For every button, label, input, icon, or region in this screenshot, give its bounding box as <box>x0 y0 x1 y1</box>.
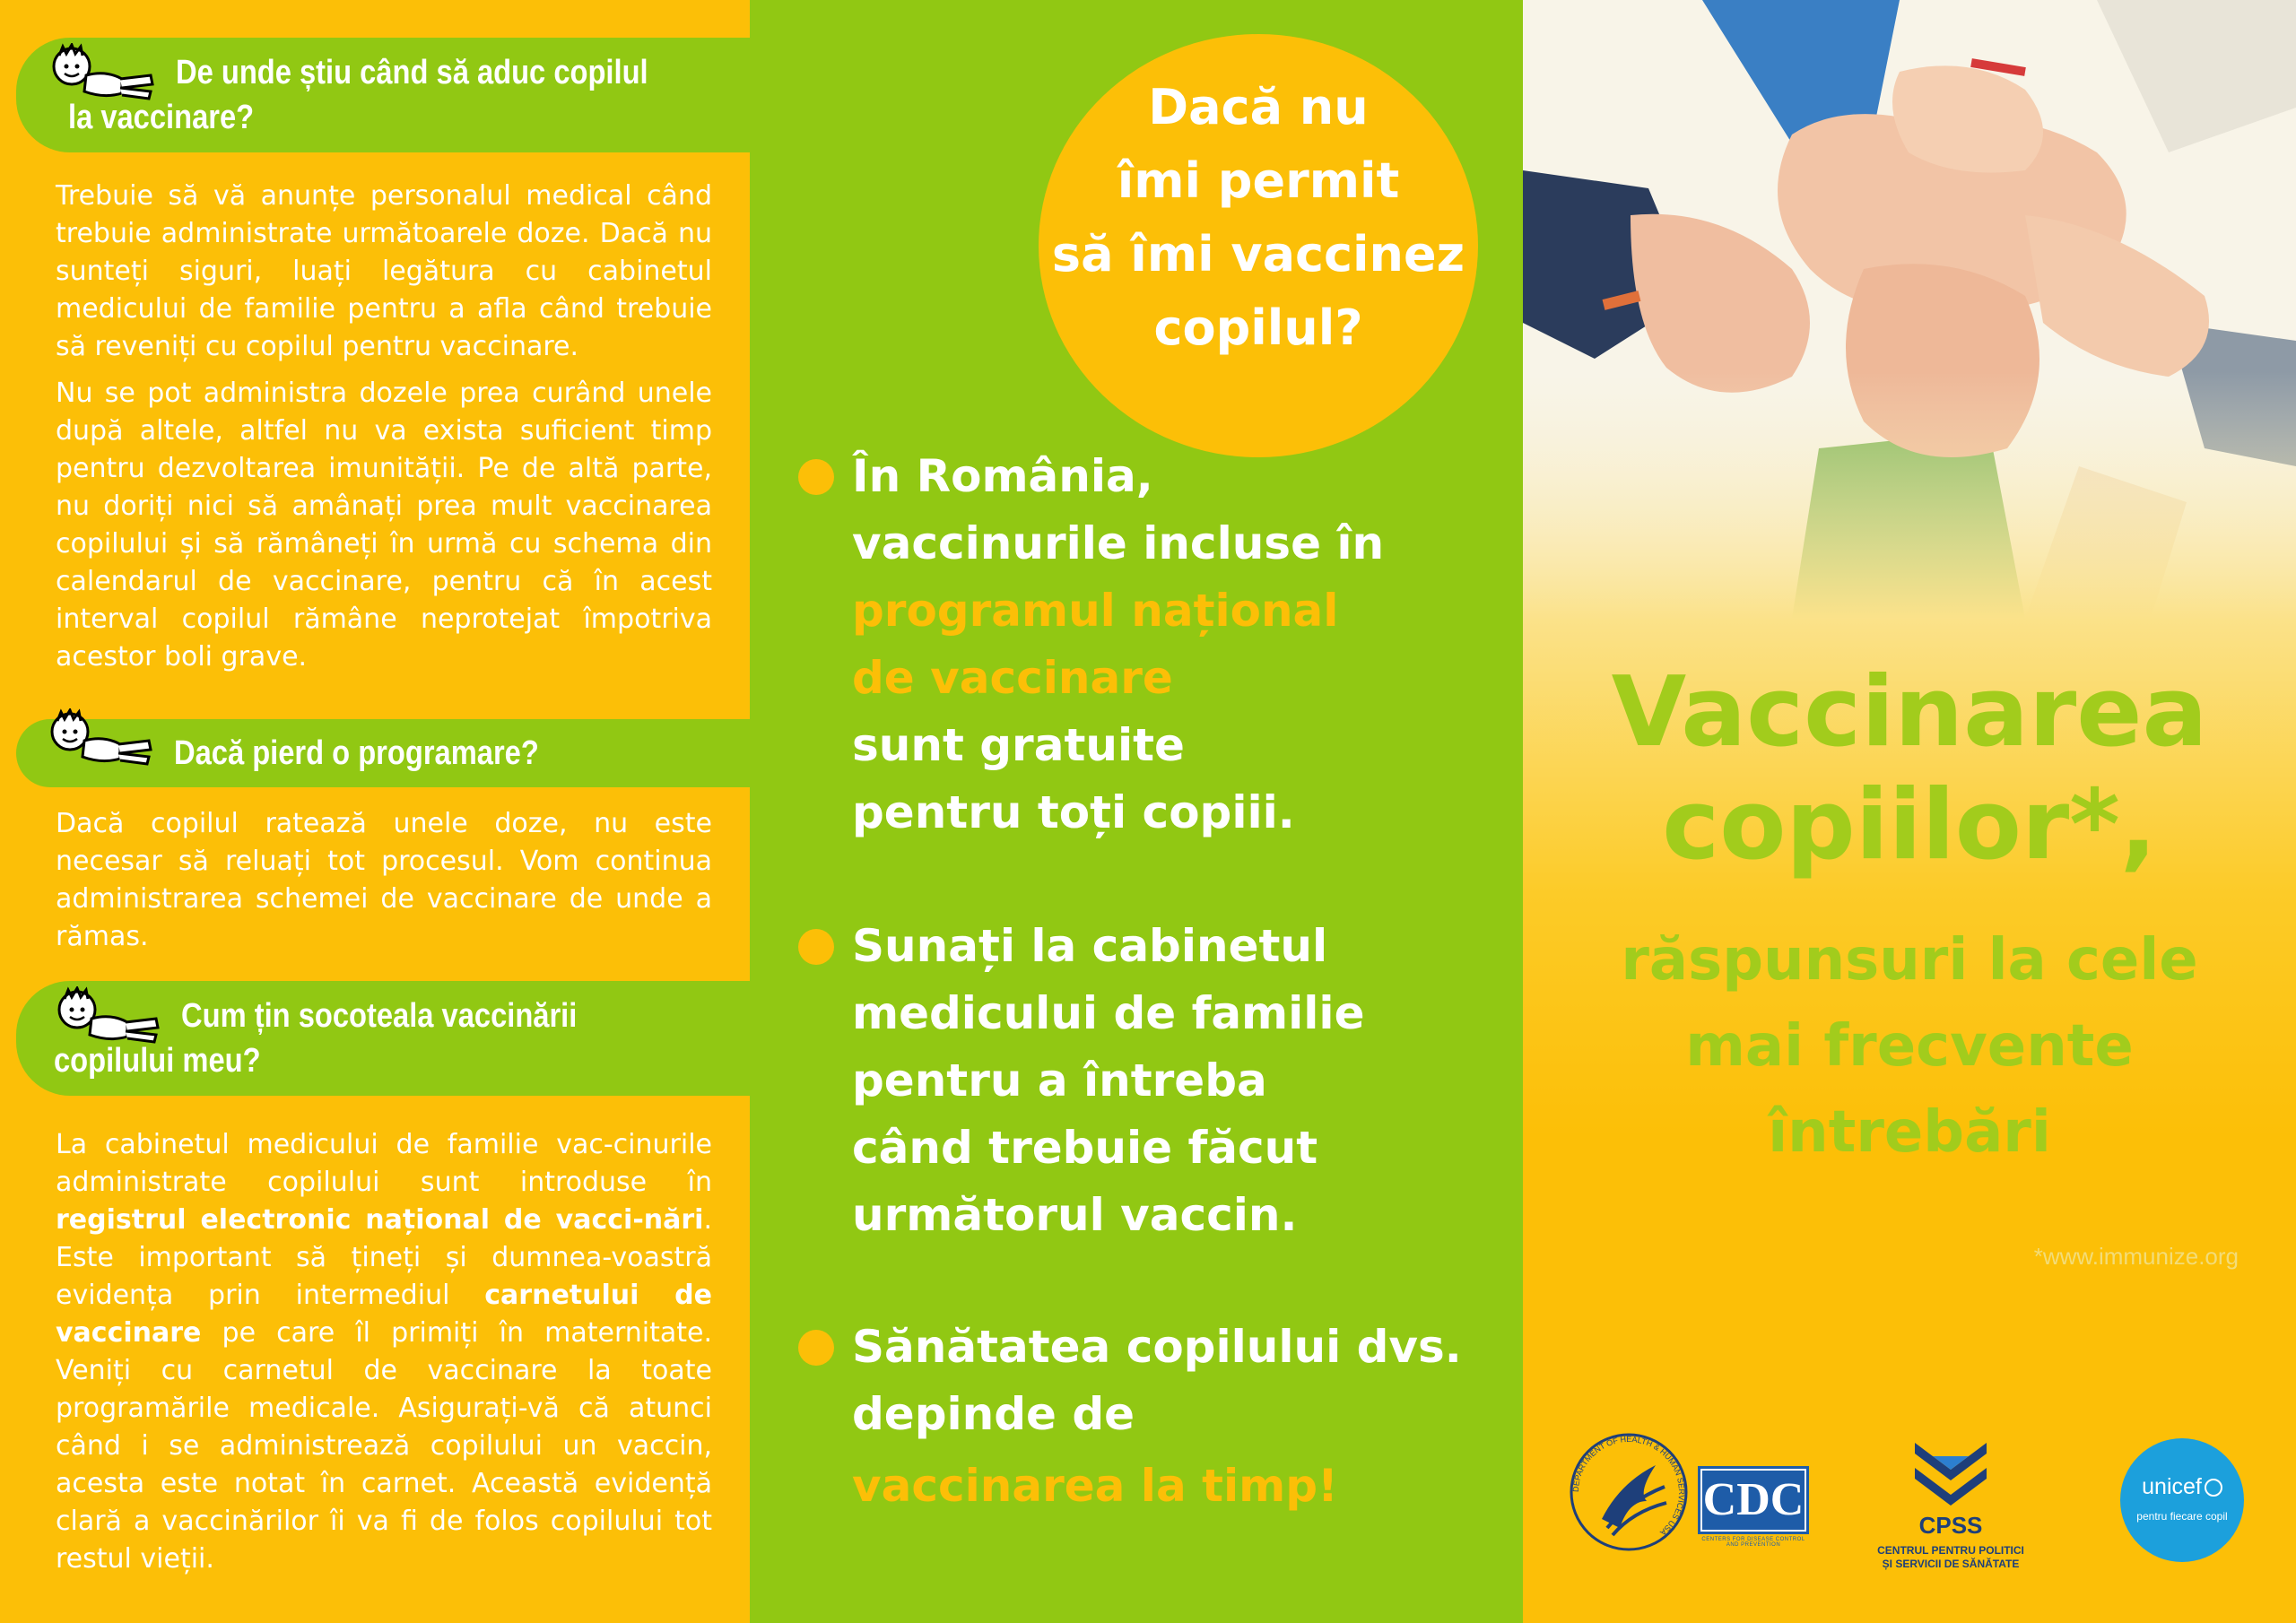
bullet-3-line-2: depinde de <box>852 1388 1135 1440</box>
bullet-2-line-4: când trebuie făcut <box>852 1122 1318 1174</box>
stacked-hands-photo <box>1523 0 2296 619</box>
answer-3-text-e: pe care îl primiți în maternitate. Veniți cu carnetul de vaccinare la toate programările medicale. Asigurați-vă că atunci când i se administrează copilului un vaccin, acesta este notat în carnet. Această evidență clară a vaccinărilor îi va fi de folos copilului tot restul vieții. <box>56 1317 712 1575</box>
cpss-logo <box>1874 1438 2027 1571</box>
bullet-2-line-2: medicului de familie <box>852 987 1365 1039</box>
question-2-line-1: Dacă pierd o programare? <box>174 734 539 772</box>
bubble-line-2: îmi permit <box>1117 152 1400 209</box>
child-icon <box>50 708 158 771</box>
answer-3-text-c: . Este important să țineți și dumnea-voastră evidența prin intermediul <box>56 1204 712 1311</box>
question-1-line-1: De unde știu când să aduc copilul <box>176 54 648 91</box>
hhs-ring-text: DEPARTMENT OF HEALTH & HUMAN SERVICES USA <box>1570 1434 1687 1538</box>
answer-3-bold-registry: registrul electronic național de vacci-nări <box>56 1204 704 1236</box>
answer-3-paragraph <box>56 1126 712 1578</box>
answer-3-text-a: La cabinetul medicului de familie vac-cinurile administrate copilului sunt introduse în <box>56 1129 712 1198</box>
question-3-line-2: copilului meu? <box>54 1042 261 1080</box>
cdc-subtext: CENTERS FOR DISEASE CONTROL AND PREVENTION <box>1701 1537 1805 1548</box>
bullet-1-line-2: vaccinurile incluse în <box>852 517 1385 569</box>
title-line-1: Vaccinarea <box>1611 656 2208 768</box>
question-bubble <box>1039 34 1478 457</box>
bullet-2-line-5: următorul vaccin. <box>852 1189 1298 1241</box>
cpss-symbol-icon <box>1910 1438 1991 1510</box>
unicef-wordmark <box>2120 1474 2244 1500</box>
cpss-subtext-2: ȘI SERVICII DE SĂNĂTATE <box>1882 1558 2020 1570</box>
bullet-1-line-5: sunt gratuite <box>852 719 1185 771</box>
subtitle-line-3: întrebări <box>1768 1099 2051 1166</box>
subtitle-line-2: mai frecvente <box>1685 1013 2134 1080</box>
cpss-wordmark: CPSS <box>1918 1512 1983 1539</box>
footnote-source: *www.immunize.org <box>2033 1243 2239 1270</box>
bubble-line-4: copilul? <box>1153 299 1363 356</box>
cdc-wordmark: CDC <box>1700 1469 1806 1532</box>
answer-3 <box>56 1126 712 1587</box>
bullet-1-line-1: În România, <box>852 450 1153 502</box>
unicef-tagline: pentru fiecare copil <box>2136 1510 2228 1523</box>
bullet-3-line-1: Sănătatea copilului dvs. <box>852 1321 1462 1373</box>
question-bar-3 <box>16 981 750 1096</box>
question-1-line-2: la vaccinare? <box>68 99 255 136</box>
subtitle-line-1: răspunsuri la cele <box>1621 927 2198 994</box>
unicef-logo <box>2120 1438 2244 1562</box>
question-3-line-1: Cum țin socoteala vaccinării <box>181 997 578 1035</box>
bullet-2 <box>798 929 834 965</box>
unicef-wordmark-text: unicef <box>2142 1474 2202 1499</box>
answer-2-paragraph: Dacă copilul ratează unele doze, nu este necesar să reluați tot procesul. Vom continua administrarea schemei de vaccinare de unde a rămas. <box>56 808 712 952</box>
bubble-line-3: să îmi vaccinez <box>1051 226 1465 282</box>
bullet-1-line-3: programul național <box>852 585 1339 637</box>
left-panel <box>0 0 750 1623</box>
hhs-seal-logo <box>1566 1429 1692 1555</box>
middle-panel <box>750 0 1523 1623</box>
question-bar-1 <box>16 38 750 152</box>
bullet-1-line-4: de vaccinare <box>852 652 1173 704</box>
bullet-2-line-3: pentru a întreba <box>852 1055 1267 1107</box>
bullet-1-line-6: pentru toți copiii. <box>852 786 1295 838</box>
cpss-subtext-1: CENTRUL PENTRU POLITICI <box>1877 1544 2024 1557</box>
bubble-line-1: Dacă nu <box>1148 79 1369 135</box>
right-panel <box>1523 0 2296 1623</box>
question-bar-2 <box>16 719 750 787</box>
answer-1-paragraph-2: Nu se pot administra dozele prea curând unele după altele, altfel nu va exista suficient timp pentru dezvoltarea imunității. Pe de altă parte, nu doriți nici să amânați prea mult vaccinarea copilului și să rămâneți în urmă cu schema din calendarul de vaccinare, pentru că în acest interval copilul rămâne neprotejat împotriva acestor boli grave. <box>56 378 712 673</box>
answer-3-bold-card: carnetului de vaccinare <box>56 1280 712 1349</box>
answer-1 <box>56 178 712 685</box>
title-line-2: copiilor*, <box>1662 769 2157 881</box>
answer-1-paragraph-1: Trebuie să vă anunțe personalul medical când trebuie administrate următoarele doze. Dacă nu sunteți siguri, luați legătura cu cabinetul medicului de familie pentru a afla când trebuie să reveniți cu copilul pentru vaccinare. <box>56 180 712 362</box>
answer-2 <box>56 805 712 965</box>
bullet-2-line-1: Sunați la cabinetul <box>852 920 1328 972</box>
bullet-3-line-3: vaccinarea la timp! <box>852 1460 1338 1512</box>
bullet-1 <box>798 459 834 495</box>
globe-icon <box>2205 1479 2222 1497</box>
cdc-logo <box>1700 1469 1806 1548</box>
bullet-3 <box>798 1330 834 1366</box>
